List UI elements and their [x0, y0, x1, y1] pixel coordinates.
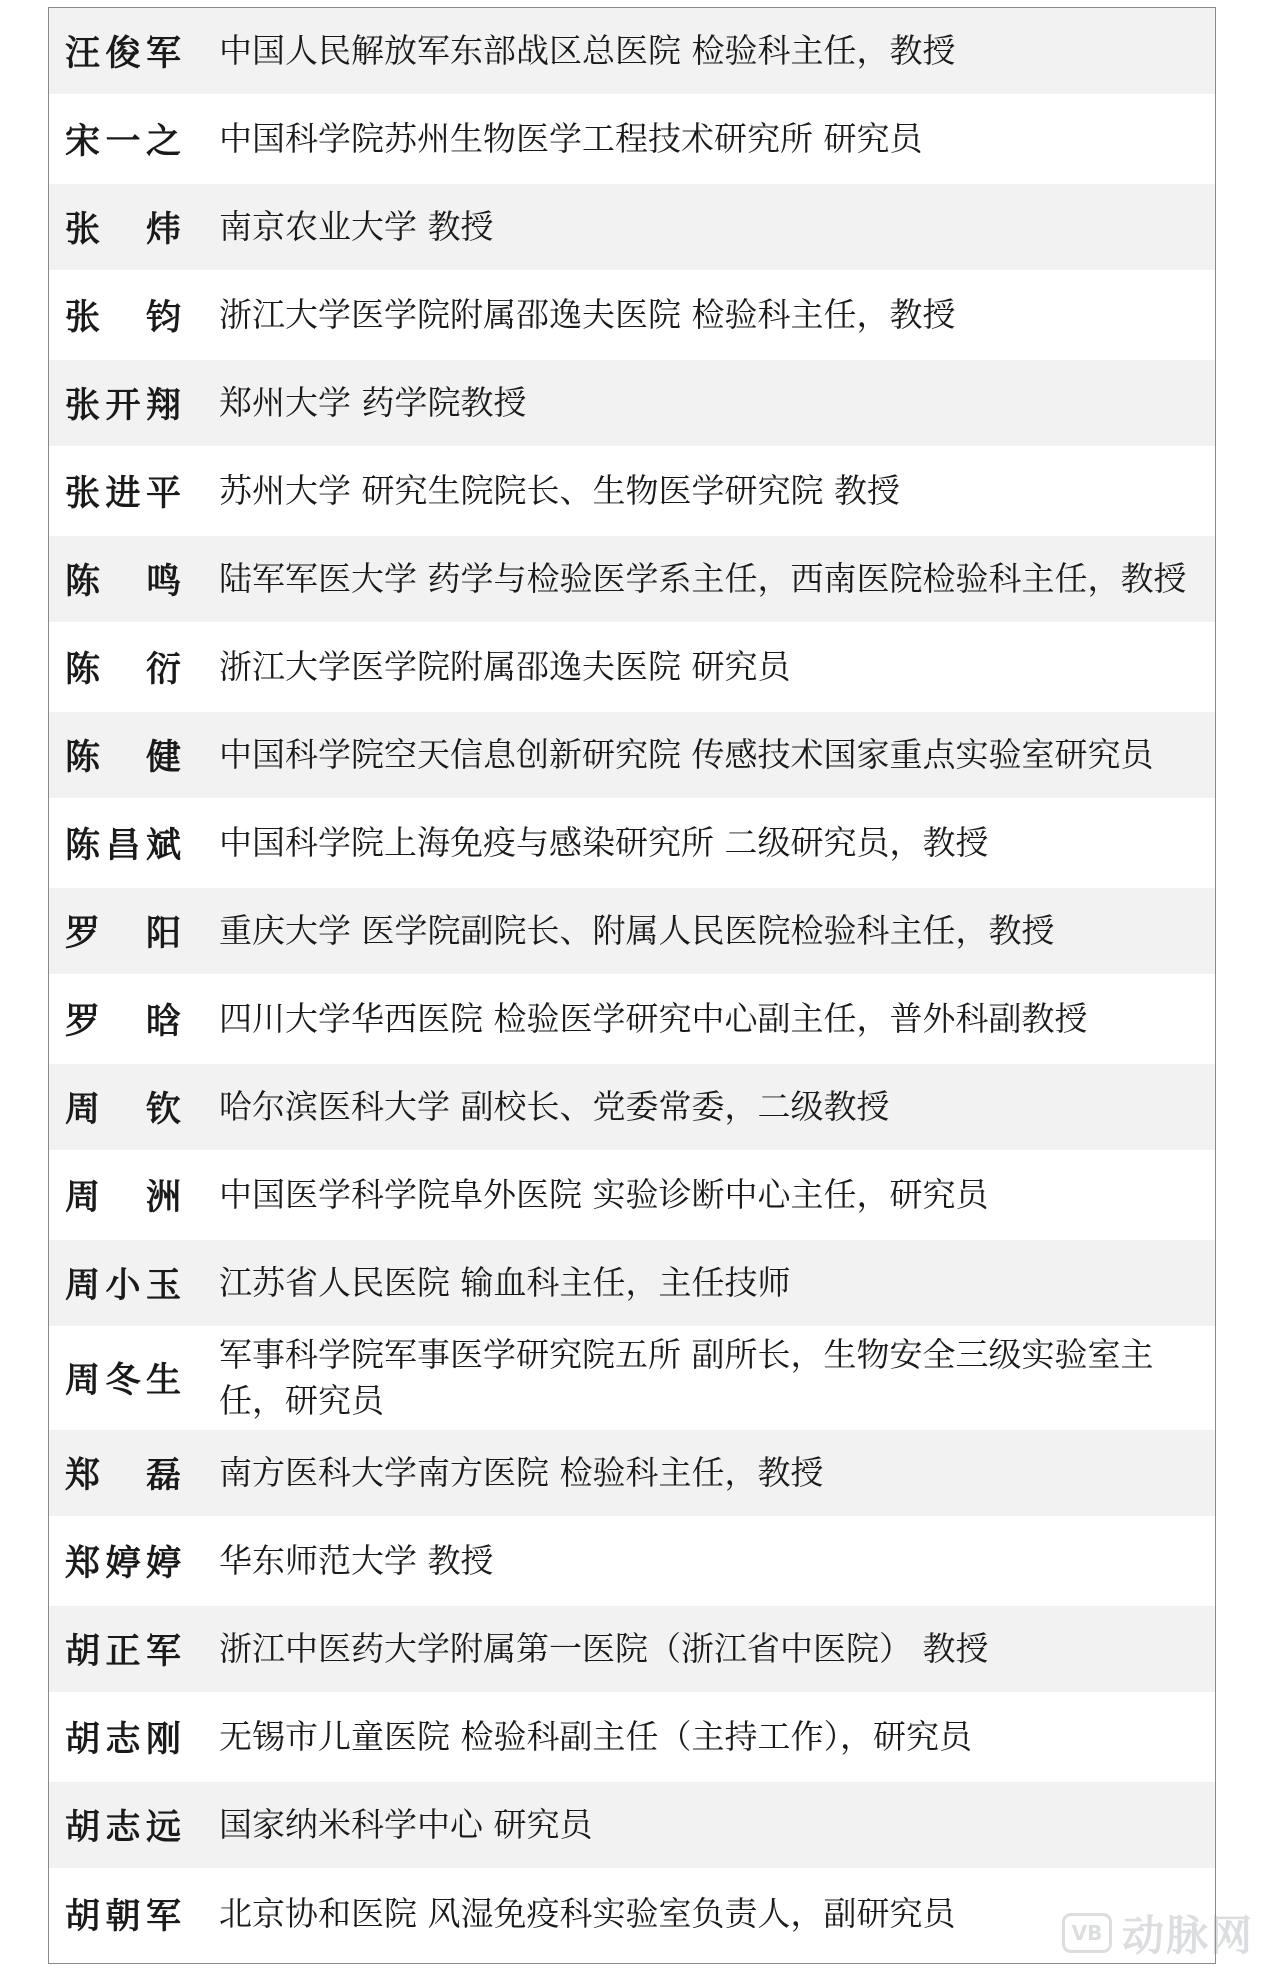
member-affiliation: 郑州大学 药学院教授 [219, 383, 527, 422]
member-name-char: 陈 [65, 649, 101, 690]
table-row [49, 1152, 1215, 1240]
member-name-char: 磊 [145, 1455, 181, 1496]
member-name-char: 胡 [65, 1631, 101, 1672]
member-affiliation: 北京协和医院 风湿免疫科实验室负责人，副研究员 [219, 1893, 956, 1933]
member-name [49, 202, 209, 252]
member-name [49, 26, 209, 76]
member-affiliation: 中国科学院苏州生物医学工程技术研究所 研究员 [219, 119, 923, 158]
member-name-char: 刚 [145, 1719, 181, 1760]
member-name [49, 1712, 209, 1762]
member-name-char: 周 [65, 1265, 101, 1306]
member-name [49, 1624, 209, 1674]
member-name-char: 健 [145, 737, 181, 778]
member-affiliation: 四川大学华西医院 检验医学研究中心副主任，普外科副教授 [219, 999, 1088, 1038]
member-name-char: 鸣 [145, 561, 181, 602]
member-name-char: 罗 [65, 1001, 101, 1042]
table-row [49, 96, 1215, 184]
table-row [49, 976, 1215, 1064]
member-name-char: 冬 [105, 1360, 141, 1401]
member-name-char: 小 [105, 1265, 141, 1306]
member-name [49, 994, 209, 1044]
member-affiliation: 南京农业大学 教授 [219, 207, 494, 246]
member-name-char: 军 [145, 33, 181, 74]
member-affiliation: 无锡市儿童医院 检验科副主任（主持工作），研究员 [219, 1717, 972, 1756]
member-affiliation: 国家纳米科学中心 研究员 [219, 1805, 593, 1844]
member-name [49, 1889, 209, 1939]
member-affiliation: 南方医科大学南方医院 检验科主任，教授 [219, 1453, 824, 1492]
member-affiliation: 华东师范大学 教授 [219, 1541, 494, 1580]
table-row [49, 1240, 1215, 1328]
table-row [49, 184, 1215, 272]
member-name [49, 1800, 209, 1850]
member-name-char: 汪 [65, 33, 101, 74]
watermark-logo-icon: VB [1062, 1913, 1112, 1953]
member-name [49, 1448, 209, 1498]
member-name-char: 昌 [105, 825, 141, 866]
member-affiliation: 重庆大学 医学院副院长、附属人民医院检验科主任，教授 [219, 911, 1055, 950]
member-name [49, 730, 209, 780]
member-name-char: 张 [65, 209, 101, 250]
member-name-char: 陈 [65, 561, 101, 602]
member-name-char: 周 [65, 1177, 101, 1218]
member-name-char: 宋 [65, 121, 101, 162]
member-name-char: 志 [105, 1807, 141, 1848]
member-name-char: 之 [145, 121, 181, 162]
member-name-char: 胡 [65, 1719, 101, 1760]
member-name [49, 554, 209, 604]
member-name-char: 婷 [105, 1543, 141, 1584]
member-affiliation: 苏州大学 研究生院院长、生物医学研究院 教授 [219, 471, 900, 510]
table-row [49, 360, 1215, 448]
member-name-char: 张 [65, 297, 101, 338]
member-name-char: 钧 [145, 297, 181, 338]
member-name-char: 开 [105, 385, 141, 426]
member-name [49, 378, 209, 428]
member-name-char: 玉 [145, 1265, 181, 1306]
member-affiliation: 哈尔滨医科大学 副校长、党委常委，二级教授 [219, 1087, 890, 1126]
member-name-char: 婷 [145, 1543, 181, 1584]
member-affiliation: 中国科学院空天信息创新研究院 传感技术国家重点实验室研究员 [219, 735, 1154, 774]
table-row [49, 536, 1215, 624]
member-name-char: 郑 [65, 1543, 101, 1584]
member-name [49, 642, 209, 692]
watermark-text: 动脉网 [1121, 1911, 1254, 1960]
member-name [49, 1353, 209, 1403]
member-name-char: 一 [105, 121, 141, 162]
member-name-char: 军 [145, 1631, 181, 1672]
table-row [49, 1870, 1215, 1959]
member-affiliation: 中国科学院上海免疫与感染研究所 二级研究员，教授 [219, 823, 989, 862]
member-name-char: 罗 [65, 913, 101, 954]
member-name-char: 周 [65, 1089, 101, 1130]
member-name [49, 1536, 209, 1586]
member-name-char: 张 [65, 473, 101, 514]
table-row [49, 8, 1215, 96]
member-affiliation: 浙江大学医学院附属邵逸夫医院 研究员 [219, 647, 791, 686]
member-name-char: 俊 [105, 33, 141, 74]
member-name-char: 郑 [65, 1455, 101, 1496]
member-affiliation: 军事科学院军事医学研究院五所 副所长，生物安全三级实验室主任，研究员 [219, 1335, 1154, 1420]
watermark [1062, 1903, 1254, 1963]
member-name-char: 张 [65, 385, 101, 426]
member-name-char: 阳 [145, 913, 181, 954]
table-row [49, 1328, 1215, 1430]
member-name-char: 正 [105, 1631, 141, 1672]
table-row [49, 448, 1215, 536]
member-name-char: 志 [105, 1719, 141, 1760]
member-name [49, 114, 209, 164]
member-name-char: 军 [145, 1895, 181, 1937]
table-row [49, 1782, 1215, 1870]
member-name-char: 炜 [145, 209, 181, 250]
member-affiliation: 中国人民解放军东部战区总医院 检验科主任，教授 [219, 31, 956, 70]
table-row [49, 624, 1215, 712]
member-name-char: 远 [145, 1807, 181, 1848]
table-row [49, 800, 1215, 888]
member-name [49, 466, 209, 516]
member-list-table [48, 7, 1216, 1964]
member-name [49, 818, 209, 868]
member-name-char: 胡 [65, 1807, 101, 1848]
member-name [49, 906, 209, 956]
table-row [49, 272, 1215, 360]
member-name-char: 进 [105, 473, 141, 514]
member-name-char: 生 [145, 1360, 181, 1401]
member-affiliation: 中国医学科学院阜外医院 实验诊断中心主任，研究员 [219, 1175, 989, 1214]
member-name [49, 1082, 209, 1132]
member-name-char: 晗 [145, 1001, 181, 1042]
member-affiliation: 浙江大学医学院附属邵逸夫医院 检验科主任，教授 [219, 295, 956, 334]
member-name-char: 陈 [65, 737, 101, 778]
member-name [49, 1170, 209, 1220]
table-row [49, 712, 1215, 800]
member-affiliation: 江苏省人民医院 输血科主任，主任技师 [219, 1263, 791, 1302]
member-name-char: 朝 [105, 1895, 141, 1937]
member-affiliation: 浙江中医药大学附属第一医院（浙江省中医院） 教授 [219, 1629, 989, 1668]
member-name-char: 陈 [65, 825, 101, 866]
table-row [49, 1694, 1215, 1782]
member-name-char: 钦 [145, 1089, 181, 1130]
member-name-char: 胡 [65, 1895, 101, 1937]
table-row [49, 1518, 1215, 1606]
table-row [49, 1430, 1215, 1518]
member-name-char: 衍 [145, 649, 181, 690]
member-name-char: 洲 [145, 1177, 181, 1218]
member-affiliation: 陆军军医大学 药学与检验医学系主任，西南医院检验科主任，教授 [219, 559, 1187, 598]
member-name-char: 斌 [145, 825, 181, 866]
member-name-char: 周 [65, 1360, 101, 1401]
table-row [49, 888, 1215, 976]
member-name [49, 290, 209, 340]
table-row [49, 1606, 1215, 1694]
member-name [49, 1258, 209, 1308]
member-name-char: 翔 [145, 385, 181, 426]
table-row [49, 1064, 1215, 1152]
member-name-char: 平 [145, 473, 181, 514]
